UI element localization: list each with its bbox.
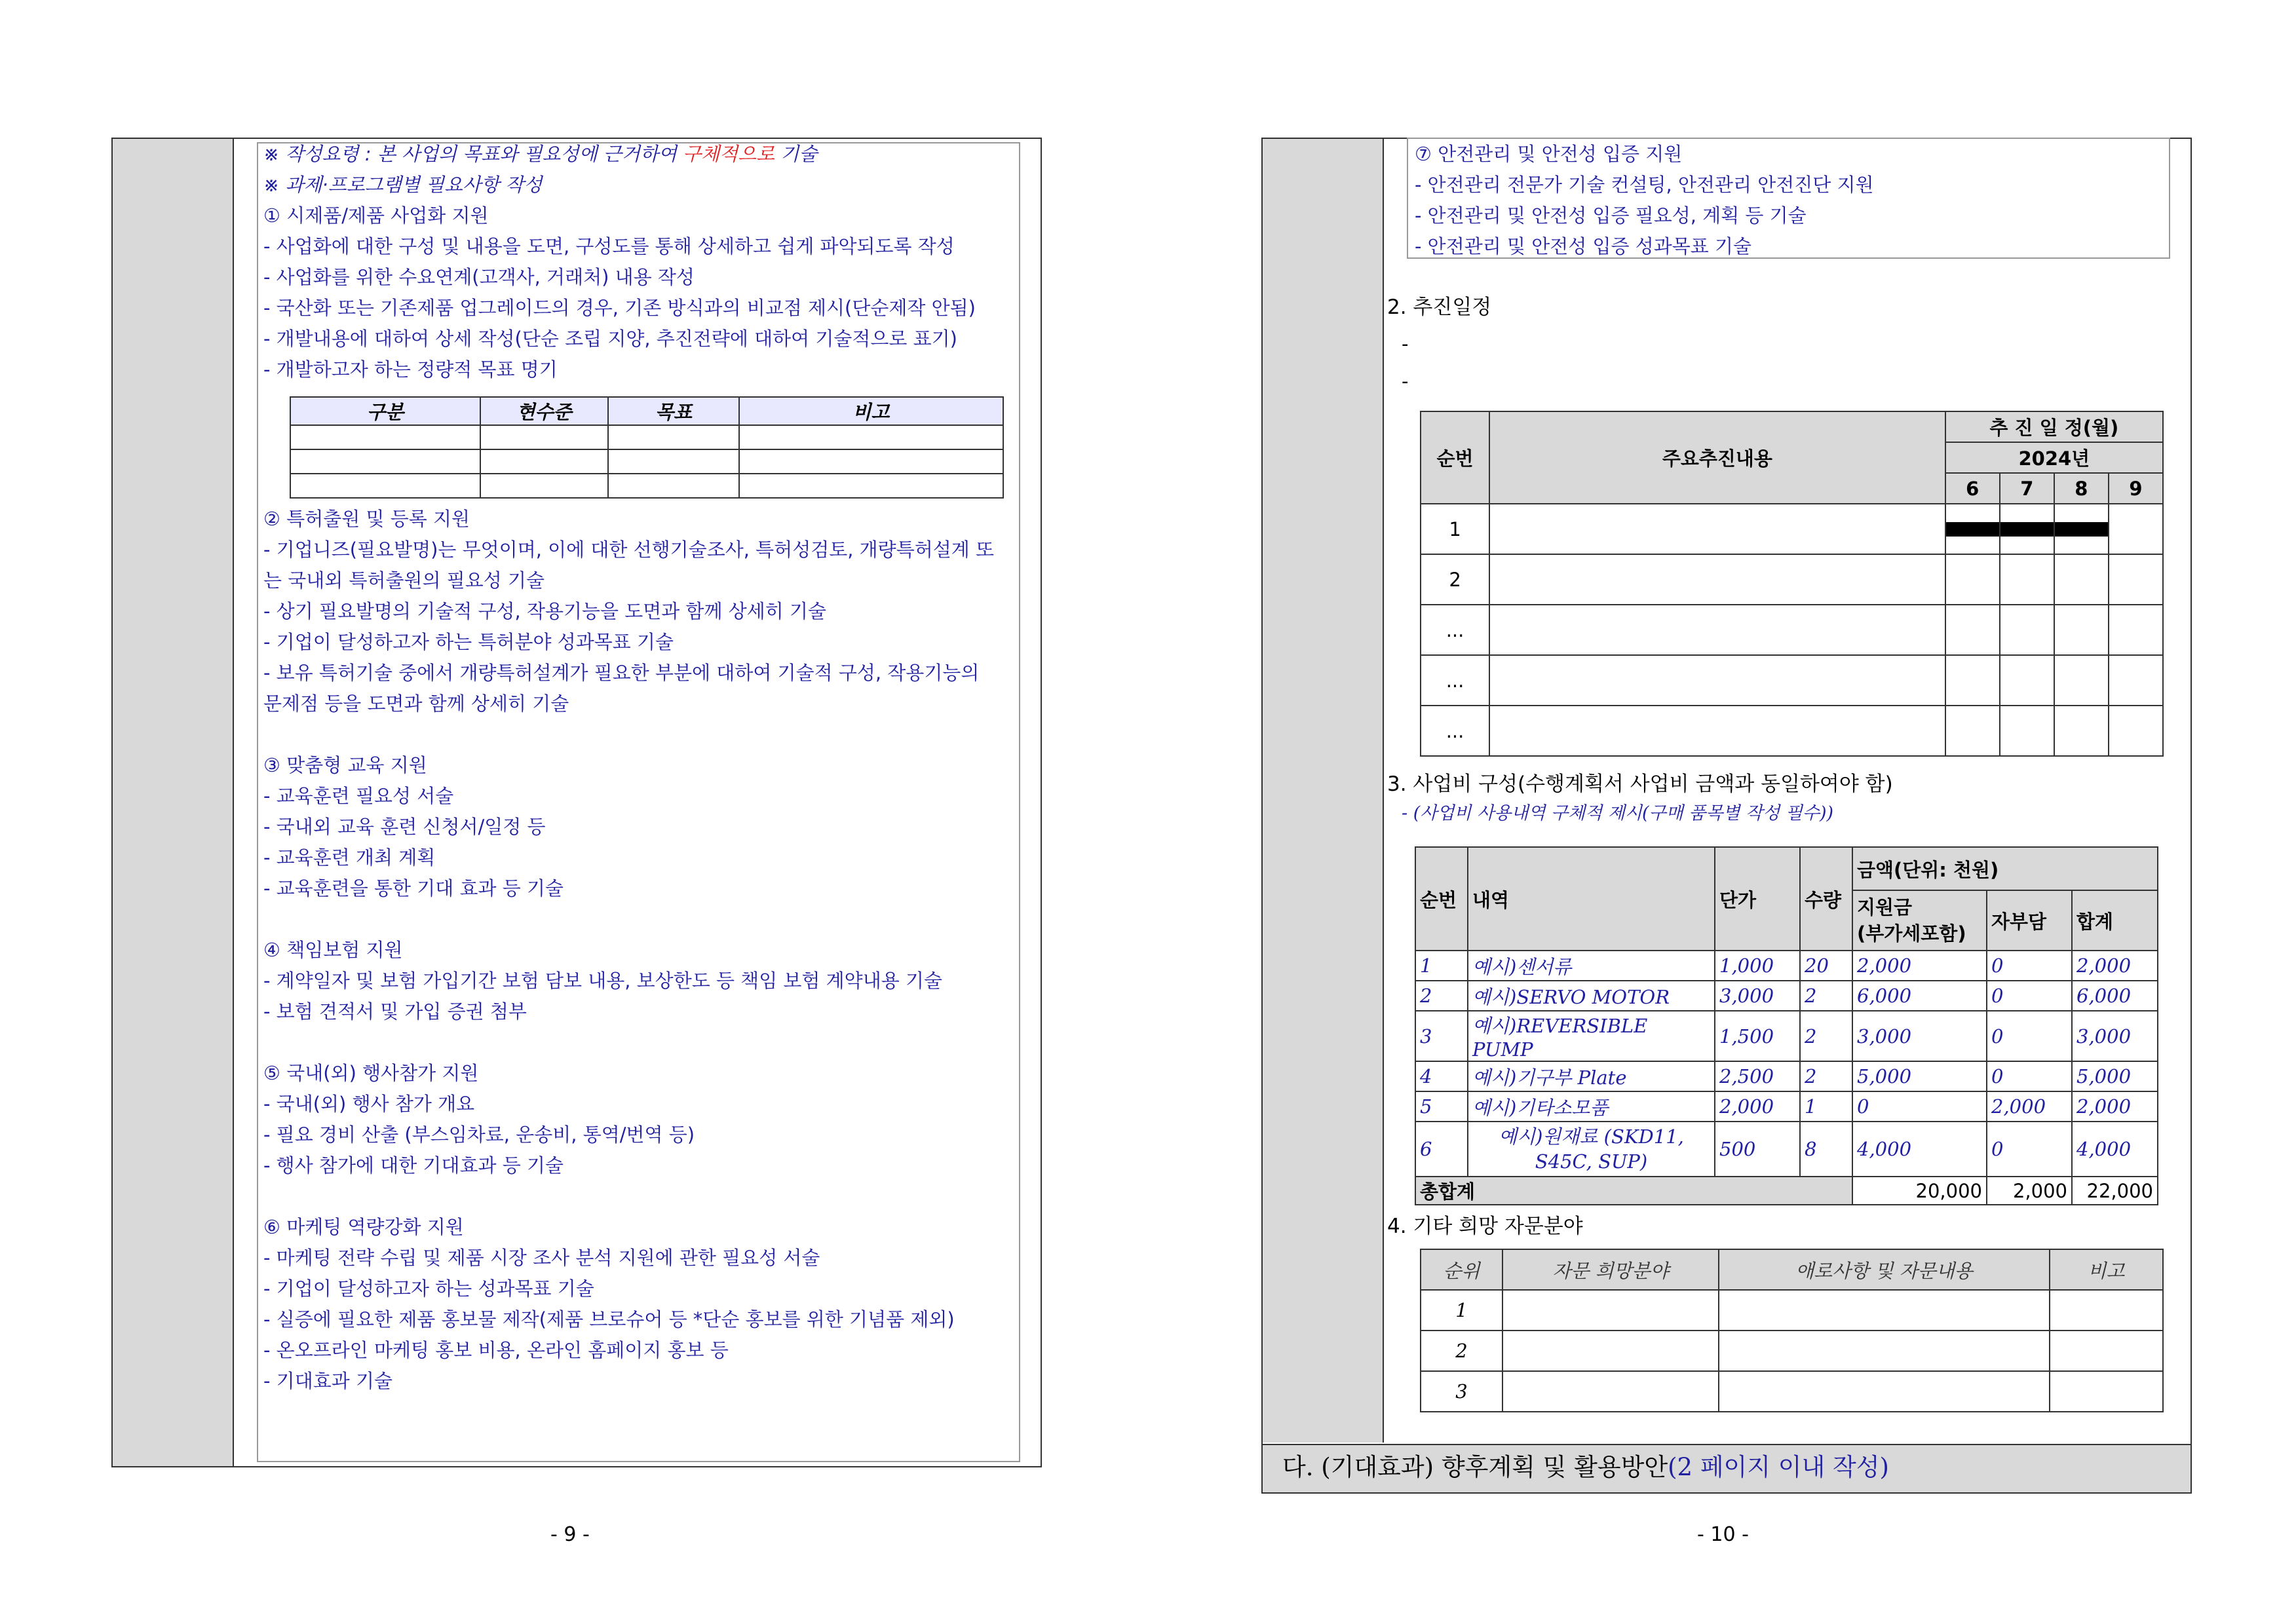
table-cell[interactable] [1489,504,1945,554]
list-item: - 계약일자 및 보험 가입기간 보험 담보 내용, 보상한도 등 책임 보험 계약내용 기술 [263,970,942,992]
list-item: - 교육훈련 필요성 서술 [263,785,454,807]
budget-total: 2,000 [2072,1091,2158,1122]
instruction-2: ※ 과제·프로그램별 필요사항 작성 [263,174,543,196]
table-row [1415,1061,2158,1091]
section-title: ② 특허출원 및 등록 지원 [263,508,470,530]
budget-qty: 20 [1800,951,1852,981]
left-page [111,138,1042,1467]
schedule-bar-cell [2000,504,2054,554]
budget-col-qty: 수량 [1800,847,1852,951]
table-cell[interactable] [2000,605,2054,655]
list-item: 는 국내외 특허출원의 필요성 기술 [263,569,545,592]
list-item: - 보유 특허기술 중에서 개량특허설계가 필요한 부분에 대하여 기술적 구성, 작용기능의 [263,662,980,684]
goal-col-note: 비고 [739,397,1003,425]
advice-row-no: 1 [1421,1290,1502,1331]
table-cell[interactable] [2050,1331,2163,1371]
table-cell[interactable] [2054,655,2109,706]
section-title: ① 시제품/제품 사업화 지원 [263,204,489,227]
list-item: - 사업화를 위한 수요연계(고객사, 거래처) 내용 작성 [263,266,695,288]
page-number-right: - 10 - [1697,1523,1749,1546]
table-row [1415,981,2158,1011]
budget-self: 0 [1987,981,2072,1011]
list-item: - 필요 경비 산출 (부스임차료, 운송비, 통역/번역 등) [263,1124,695,1146]
budget-item: 예시)기타소모품 [1468,1091,1715,1122]
table-cell[interactable] [1489,605,1945,655]
table-cell[interactable] [480,474,608,498]
schedule-dash-2: - [1402,370,1409,392]
total-grant: 20,000 [1852,1177,1987,1205]
list-item: - 상기 필요발명의 기술적 구성, 작용기능을 도면과 함께 상세히 기술 [263,600,827,622]
table-cell[interactable] [608,449,739,474]
budget-item: 예시)기구부 Plate [1468,1061,1715,1091]
left-gutter [113,139,234,1466]
table-cell[interactable] [480,449,608,474]
schedule-bar [2055,522,2108,537]
table-cell[interactable] [1502,1331,1719,1371]
schedule-year: 2024년 [1945,442,2163,473]
schedule-row-no: 2 [1421,554,1489,605]
table-cell[interactable] [290,449,480,474]
table-cell[interactable] [1945,655,2000,706]
schedule-row-no: 1 [1421,504,1489,554]
budget-col-no: 순번 [1415,847,1468,951]
total-self: 2,000 [1987,1177,2072,1205]
section-title: ⑥ 마케팅 역량강화 지원 [263,1216,464,1238]
advice-col-field: 자문 희망분야 [1502,1249,1719,1290]
table-cell[interactable] [608,474,739,498]
table-cell[interactable] [2050,1290,2163,1331]
list-item: - 온오프라인 마케팅 홍보 비용, 온라인 홈페이지 홍보 등 [263,1339,729,1361]
schedule-month: 9 [2109,473,2163,504]
list-item: - 기업이 달성하고자 하는 특허분야 성과목표 기술 [263,631,674,653]
list-item: - 마케팅 전략 수립 및 제품 시장 조사 분석 지원에 관한 필요성 서술 [263,1247,820,1269]
budget-no: 6 [1415,1122,1468,1177]
budget-col-grant: 지원금 (부가세포함) [1852,890,1987,951]
table-cell[interactable] [1719,1331,2050,1371]
page-number-left: - 9 - [550,1523,590,1546]
table-cell[interactable] [2000,706,2054,756]
list-item: - 국내(외) 행사 참가 개요 [263,1093,475,1115]
budget-table [1415,846,2158,1205]
budget-price: 3,000 [1715,981,1800,1011]
budget-self: 0 [1987,1011,2072,1061]
goal-col-category: 구분 [290,397,480,425]
instruction-1: ※ 작성요령 : 본 사업의 목표와 필요성에 근거하여 구체적으로 기술 [263,143,818,165]
list-item: - 국내외 교육 훈련 신청서/일정 등 [263,816,546,838]
table-cell[interactable] [739,449,1003,474]
table-row [1415,1122,2158,1177]
footer-heading: 다. (기대효과) 향후계획 및 활용방안(2 페이지 이내 작성) [1282,1453,1889,1481]
table-cell[interactable] [2054,605,2109,655]
table-cell[interactable] [2000,655,2054,706]
budget-item: 예시)센서류 [1468,951,1715,981]
budget-total: 6,000 [2072,981,2158,1011]
budget-self: 2,000 [1987,1091,2072,1122]
budget-qty: 8 [1800,1122,1852,1177]
schedule-row-no: ... [1421,655,1489,706]
budget-total: 3,000 [2072,1011,2158,1061]
budget-price: 500 [1715,1122,1800,1177]
list-item: - 기업이 달성하고자 하는 성과목표 기술 [263,1277,594,1300]
advice-heading: 4. 기타 희망 자문분야 [1387,1215,1583,1238]
list-item: - 개발하고자 하는 정량적 목표 명기 [263,358,558,381]
budget-qty: 2 [1800,981,1852,1011]
list-item: 문제점 등을 도면과 함께 상세히 기술 [263,692,569,715]
budget-total: 4,000 [2072,1122,2158,1177]
table-cell[interactable] [2109,554,2163,605]
table-row [1415,951,2158,981]
advice-row-no: 2 [1421,1331,1502,1371]
schedule-row-no: ... [1421,605,1489,655]
table-row [1415,1091,2158,1122]
budget-self: 0 [1987,1061,2072,1091]
budget-price: 1,000 [1715,951,1800,981]
budget-item: 예시)SERVO MOTOR [1468,981,1715,1011]
budget-grant: 3,000 [1852,1011,1987,1061]
goal-col-current: 현수준 [480,397,608,425]
list-item: - 사업화에 대한 구성 및 내용을 도면, 구성도를 통해 상세하고 쉽게 파악되도록 작성 [263,235,955,257]
list-item: - 실증에 필요한 제품 홍보물 제작(제품 브로슈어 등 *단순 홍보를 위한 기념품 제외) [263,1308,955,1331]
table-cell[interactable] [2109,655,2163,706]
table-cell[interactable] [1502,1290,1719,1331]
table-cell[interactable] [2109,504,2163,554]
table-cell[interactable] [739,425,1003,449]
budget-no: 5 [1415,1091,1468,1122]
budget-heading: 3. 사업비 구성(수행계획서 사업비 금액과 동일하여야 함) [1387,772,1893,796]
table-cell[interactable] [739,474,1003,498]
budget-grant: 5,000 [1852,1061,1987,1091]
right-gutter [1263,139,1384,1443]
schedule-col-content: 주요추진내용 [1489,411,1945,504]
budget-qty: 2 [1800,1011,1852,1061]
list-item: - 교육훈련 개최 계획 [263,846,436,869]
table-cell[interactable] [608,425,739,449]
table-cell[interactable] [1489,706,1945,756]
budget-price: 1,500 [1715,1011,1800,1061]
list-item: - 안전관리 및 안전성 입증 필요성, 계획 등 기술 [1415,204,1807,227]
total-label: 총합계 [1415,1177,1852,1205]
section-title: ④ 책임보험 지원 [263,939,403,961]
advice-table [1420,1249,2164,1412]
budget-no: 4 [1415,1061,1468,1091]
budget-price: 2,500 [1715,1061,1800,1091]
schedule-col-no: 순번 [1421,411,1489,504]
table-cell[interactable] [1719,1290,2050,1331]
table-cell[interactable] [1945,554,2000,605]
schedule-table [1420,411,2164,757]
table-cell[interactable] [2000,554,2054,605]
list-item: - 국산화 또는 기존제품 업그레이드의 경우, 기존 방식과의 비교점 제시(단순제작 안됨) [263,297,976,319]
schedule-month: 8 [2054,473,2109,504]
budget-qty: 2 [1800,1061,1852,1091]
table-cell[interactable] [1945,605,2000,655]
table-cell[interactable] [480,425,608,449]
table-cell[interactable] [290,425,480,449]
budget-no: 1 [1415,951,1468,981]
budget-col-amount: 금액(단위: 천원) [1852,847,2158,890]
budget-note: - (사업비 사용내역 구체적 제시(구매 품목별 작성 필수)) [1402,803,1834,823]
right-page [1261,138,2192,1494]
budget-grant: 2,000 [1852,951,1987,981]
list-item: - 안전관리 및 안전성 입증 성과목표 기술 [1415,235,1751,257]
schedule-bar-cell [2054,504,2109,554]
schedule-col-period: 추 진 일 정(월) [1945,411,2163,442]
table-cell[interactable] [2109,706,2163,756]
schedule-month: 7 [2000,473,2054,504]
advice-col-note: 비고 [2050,1249,2163,1290]
table-cell[interactable] [1945,706,2000,756]
list-item: - 안전관리 전문가 기술 컨설팅, 안전관리 안전진단 지원 [1415,174,1874,196]
schedule-heading: 2. 추진일정 [1387,295,1492,319]
list-item: - 행사 참가에 대한 기대효과 등 기술 [263,1154,564,1177]
advice-row-no: 3 [1421,1371,1502,1412]
goal-table [290,396,1004,499]
table-row [1415,1011,2158,1061]
list-item: - 기대효과 기술 [263,1370,392,1392]
budget-self: 0 [1987,1122,2072,1177]
list-item: - 보험 견적서 및 가입 증권 첨부 [263,1000,527,1023]
budget-grant: 0 [1852,1091,1987,1122]
list-item: - 교육훈련을 통한 기대 효과 등 기술 [263,877,564,899]
budget-col-self: 자부담 [1987,890,2072,951]
budget-total: 5,000 [2072,1061,2158,1091]
schedule-bar [2000,522,2054,537]
table-cell[interactable] [1489,655,1945,706]
table-cell[interactable] [1502,1371,1719,1412]
schedule-bar-cell [1945,504,2000,554]
section-footer-bar [1263,1444,2191,1492]
budget-price: 2,000 [1715,1091,1800,1122]
section-title: ⑤ 국내(외) 행사참가 지원 [263,1062,479,1084]
total-total: 22,000 [2072,1177,2158,1205]
budget-no: 3 [1415,1011,1468,1061]
schedule-month: 6 [1945,473,2000,504]
table-cell[interactable] [2054,554,2109,605]
list-item: - 기업니즈(필요발명)는 무엇이며, 이에 대한 선행기술조사, 특허성검토, 개량특허설계 또 [263,538,994,561]
budget-item: 예시)REVERSIBLE PUMP [1468,1011,1715,1061]
list-item: - 개발내용에 대하여 상세 작성(단순 조립 지양, 추진전략에 대하여 기술적으로 표기) [263,328,957,350]
table-cell[interactable] [1489,554,1945,605]
table-cell[interactable] [2109,605,2163,655]
section-title: ③ 맞춤형 교육 지원 [263,754,427,776]
budget-qty: 1 [1800,1091,1852,1122]
table-cell[interactable] [290,474,480,498]
budget-col-total: 합계 [2072,890,2158,951]
budget-item: 예시)원재료 (SKD11, S45C, SUP) [1468,1122,1715,1177]
schedule-bar [1946,522,1999,537]
total-row [1415,1177,2158,1205]
table-cell[interactable] [2050,1371,2163,1412]
table-cell[interactable] [1719,1371,2050,1412]
schedule-row-no: ... [1421,706,1489,756]
budget-no: 2 [1415,981,1468,1011]
table-cell[interactable] [2054,706,2109,756]
advice-col-rank: 순위 [1421,1249,1502,1290]
advice-col-content: 애로사항 및 자문내용 [1719,1249,2050,1290]
budget-self: 0 [1987,951,2072,981]
budget-col-item: 내역 [1468,847,1715,951]
budget-grant: 6,000 [1852,981,1987,1011]
budget-col-price: 단가 [1715,847,1800,951]
schedule-dash-1: - [1402,333,1409,355]
budget-total: 2,000 [2072,951,2158,981]
section-title: ⑦ 안전관리 및 안전성 입증 지원 [1415,143,1683,165]
goal-col-target: 목표 [608,397,739,425]
budget-grant: 4,000 [1852,1122,1987,1177]
